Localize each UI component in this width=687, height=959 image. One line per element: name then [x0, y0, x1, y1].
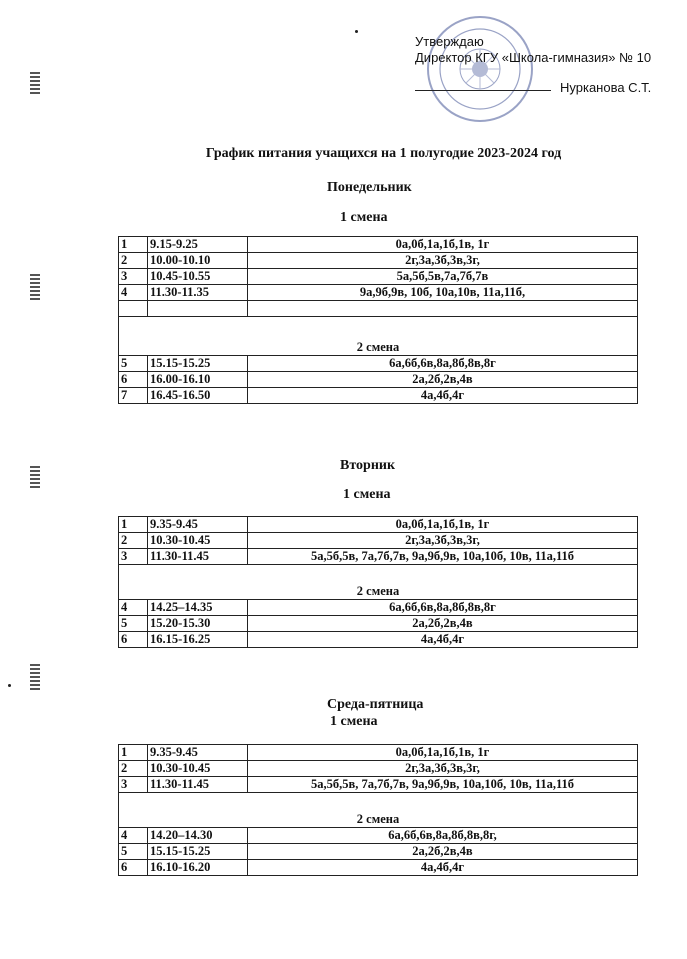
day-heading: Понедельник	[327, 180, 412, 195]
classes-cell: 2г,3а,3б,3в,3г,	[248, 253, 638, 269]
scan-margin-mark	[30, 466, 40, 490]
classes-cell: 2а,2б,2в,4в	[248, 372, 638, 388]
document-title: График питания учащихся на 1 полугодие 2023-2024 год	[205, 146, 562, 161]
shift-heading: 1 смена	[343, 487, 391, 502]
time-cell: 11.30-11.45	[148, 777, 248, 793]
table-row	[119, 616, 638, 632]
scan-margin-mark	[30, 664, 40, 692]
table-row	[119, 860, 638, 876]
classes-cell: 2г,3а,3б,3в,3г,	[248, 533, 638, 549]
classes-cell: 9а,9б,9в, 10б, 10а,10в, 11а,11б,	[248, 285, 638, 301]
row-number: 5	[119, 616, 148, 632]
time-cell: 10.45-10.55	[148, 269, 248, 285]
scan-dot	[355, 30, 358, 33]
time-cell: 14.25–14.35	[148, 600, 248, 616]
table-row	[119, 253, 638, 269]
table-row	[119, 237, 638, 253]
time-cell: 16.00-16.10	[148, 372, 248, 388]
time-cell: 16.10-16.20	[148, 860, 248, 876]
table-row	[119, 600, 638, 616]
row-number: 4	[119, 600, 148, 616]
row-number: 6	[119, 632, 148, 648]
classes-cell: 4а,4б,4г	[248, 388, 638, 404]
table-row	[119, 745, 638, 761]
shift-label-cell: 2 смена	[119, 317, 638, 356]
time-cell: 11.30-11.45	[148, 549, 248, 565]
table-row	[119, 517, 638, 533]
time-cell: 10.30-10.45	[148, 533, 248, 549]
shift-label-cell: 2 смена	[119, 793, 638, 828]
scan-margin-mark	[30, 274, 40, 302]
classes-cell: 0а,0б,1а,1б,1в, 1г	[248, 745, 638, 761]
table-row	[119, 632, 638, 648]
shift-label-cell: 2 смена	[119, 565, 638, 600]
shift-row	[119, 793, 638, 828]
scan-margin-mark	[30, 72, 40, 96]
row-number: 2	[119, 533, 148, 549]
approval-signer: Нурканова С.Т.	[560, 80, 652, 95]
row-number: 6	[119, 372, 148, 388]
day-heading: Среда-пятница	[327, 697, 424, 712]
shift-row	[119, 565, 638, 600]
time-cell: 16.15-16.25	[148, 632, 248, 648]
classes-cell: 0а,0б,1а,1б,1в, 1г	[248, 517, 638, 533]
row-number: 1	[119, 745, 148, 761]
approval-director-line: Директор КГУ «Школа-гимназия» № 10	[415, 50, 652, 65]
scan-dot	[8, 684, 11, 687]
row-number: 3	[119, 269, 148, 285]
time-cell: 16.45-16.50	[148, 388, 248, 404]
day-heading: Вторник	[340, 458, 396, 473]
row-number: 7	[119, 388, 148, 404]
table-row	[119, 844, 638, 860]
classes-cell: 0а,0б,1а,1б,1в, 1г	[248, 237, 638, 253]
approval-line: Утверждаю	[415, 34, 484, 49]
classes-cell: 2а,2б,2в,4в	[248, 616, 638, 632]
official-seal-stamp	[425, 14, 535, 124]
classes-cell: 5а,5б,5в,7а,7б,7в	[248, 269, 638, 285]
table-row	[119, 372, 638, 388]
table-row	[119, 269, 638, 285]
time-cell: 15.20-15.30	[148, 616, 248, 632]
table-row	[119, 777, 638, 793]
table-row	[119, 533, 638, 549]
time-cell: 9.35-9.45	[148, 745, 248, 761]
time-cell: 15.15-15.25	[148, 844, 248, 860]
table-row	[119, 356, 638, 372]
time-cell: 10.30-10.45	[148, 761, 248, 777]
classes-cell: 6а,6б,6в,8а,8б,8в,8г	[248, 356, 638, 372]
row-number: 3	[119, 777, 148, 793]
time-cell: 11.30-11.35	[148, 285, 248, 301]
schedule-table-wednesday-friday	[118, 744, 638, 876]
classes-cell: 6а,6б,6в,8а,8б,8в,8г	[248, 600, 638, 616]
table-row-empty	[119, 301, 638, 317]
classes-cell: 2г,3а,3б,3в,3г,	[248, 761, 638, 777]
row-number: 2	[119, 761, 148, 777]
row-number: 6	[119, 860, 148, 876]
time-cell: 9.15-9.25	[148, 237, 248, 253]
time-cell: 10.00-10.10	[148, 253, 248, 269]
classes-cell: 5а,5б,5в, 7а,7б,7в, 9а,9б,9в, 10а,10б, 10в, 11а,11б	[248, 549, 638, 565]
classes-cell: 5а,5б,5в, 7а,7б,7в, 9а,9б,9в, 10а,10б, 10в, 11а,11б	[248, 777, 638, 793]
row-number: 1	[119, 517, 148, 533]
table-row	[119, 388, 638, 404]
shift-row	[119, 317, 638, 356]
row-number: 1	[119, 237, 148, 253]
table-row	[119, 761, 638, 777]
shift-heading: 1 смена	[340, 210, 388, 225]
row-number: 3	[119, 549, 148, 565]
classes-cell: 2а,2б,2в,4в	[248, 844, 638, 860]
row-number: 5	[119, 356, 148, 372]
table-row	[119, 549, 638, 565]
time-cell: 15.15-15.25	[148, 356, 248, 372]
classes-cell: 4а,4б,4г	[248, 632, 638, 648]
schedule-table-monday	[118, 236, 638, 404]
classes-cell: 6а,6б,6в,8а,8б,8в,8г,	[248, 828, 638, 844]
row-number: 4	[119, 285, 148, 301]
schedule-table-tuesday	[118, 516, 638, 648]
shift-heading: 1 смена	[330, 714, 378, 729]
time-cell: 9.35-9.45	[148, 517, 248, 533]
table-row	[119, 828, 638, 844]
classes-cell: 4а,4б,4г	[248, 860, 638, 876]
row-number: 4	[119, 828, 148, 844]
table-row	[119, 285, 638, 301]
row-number: 2	[119, 253, 148, 269]
signature-line	[415, 90, 551, 91]
row-number: 5	[119, 844, 148, 860]
time-cell: 14.20–14.30	[148, 828, 248, 844]
